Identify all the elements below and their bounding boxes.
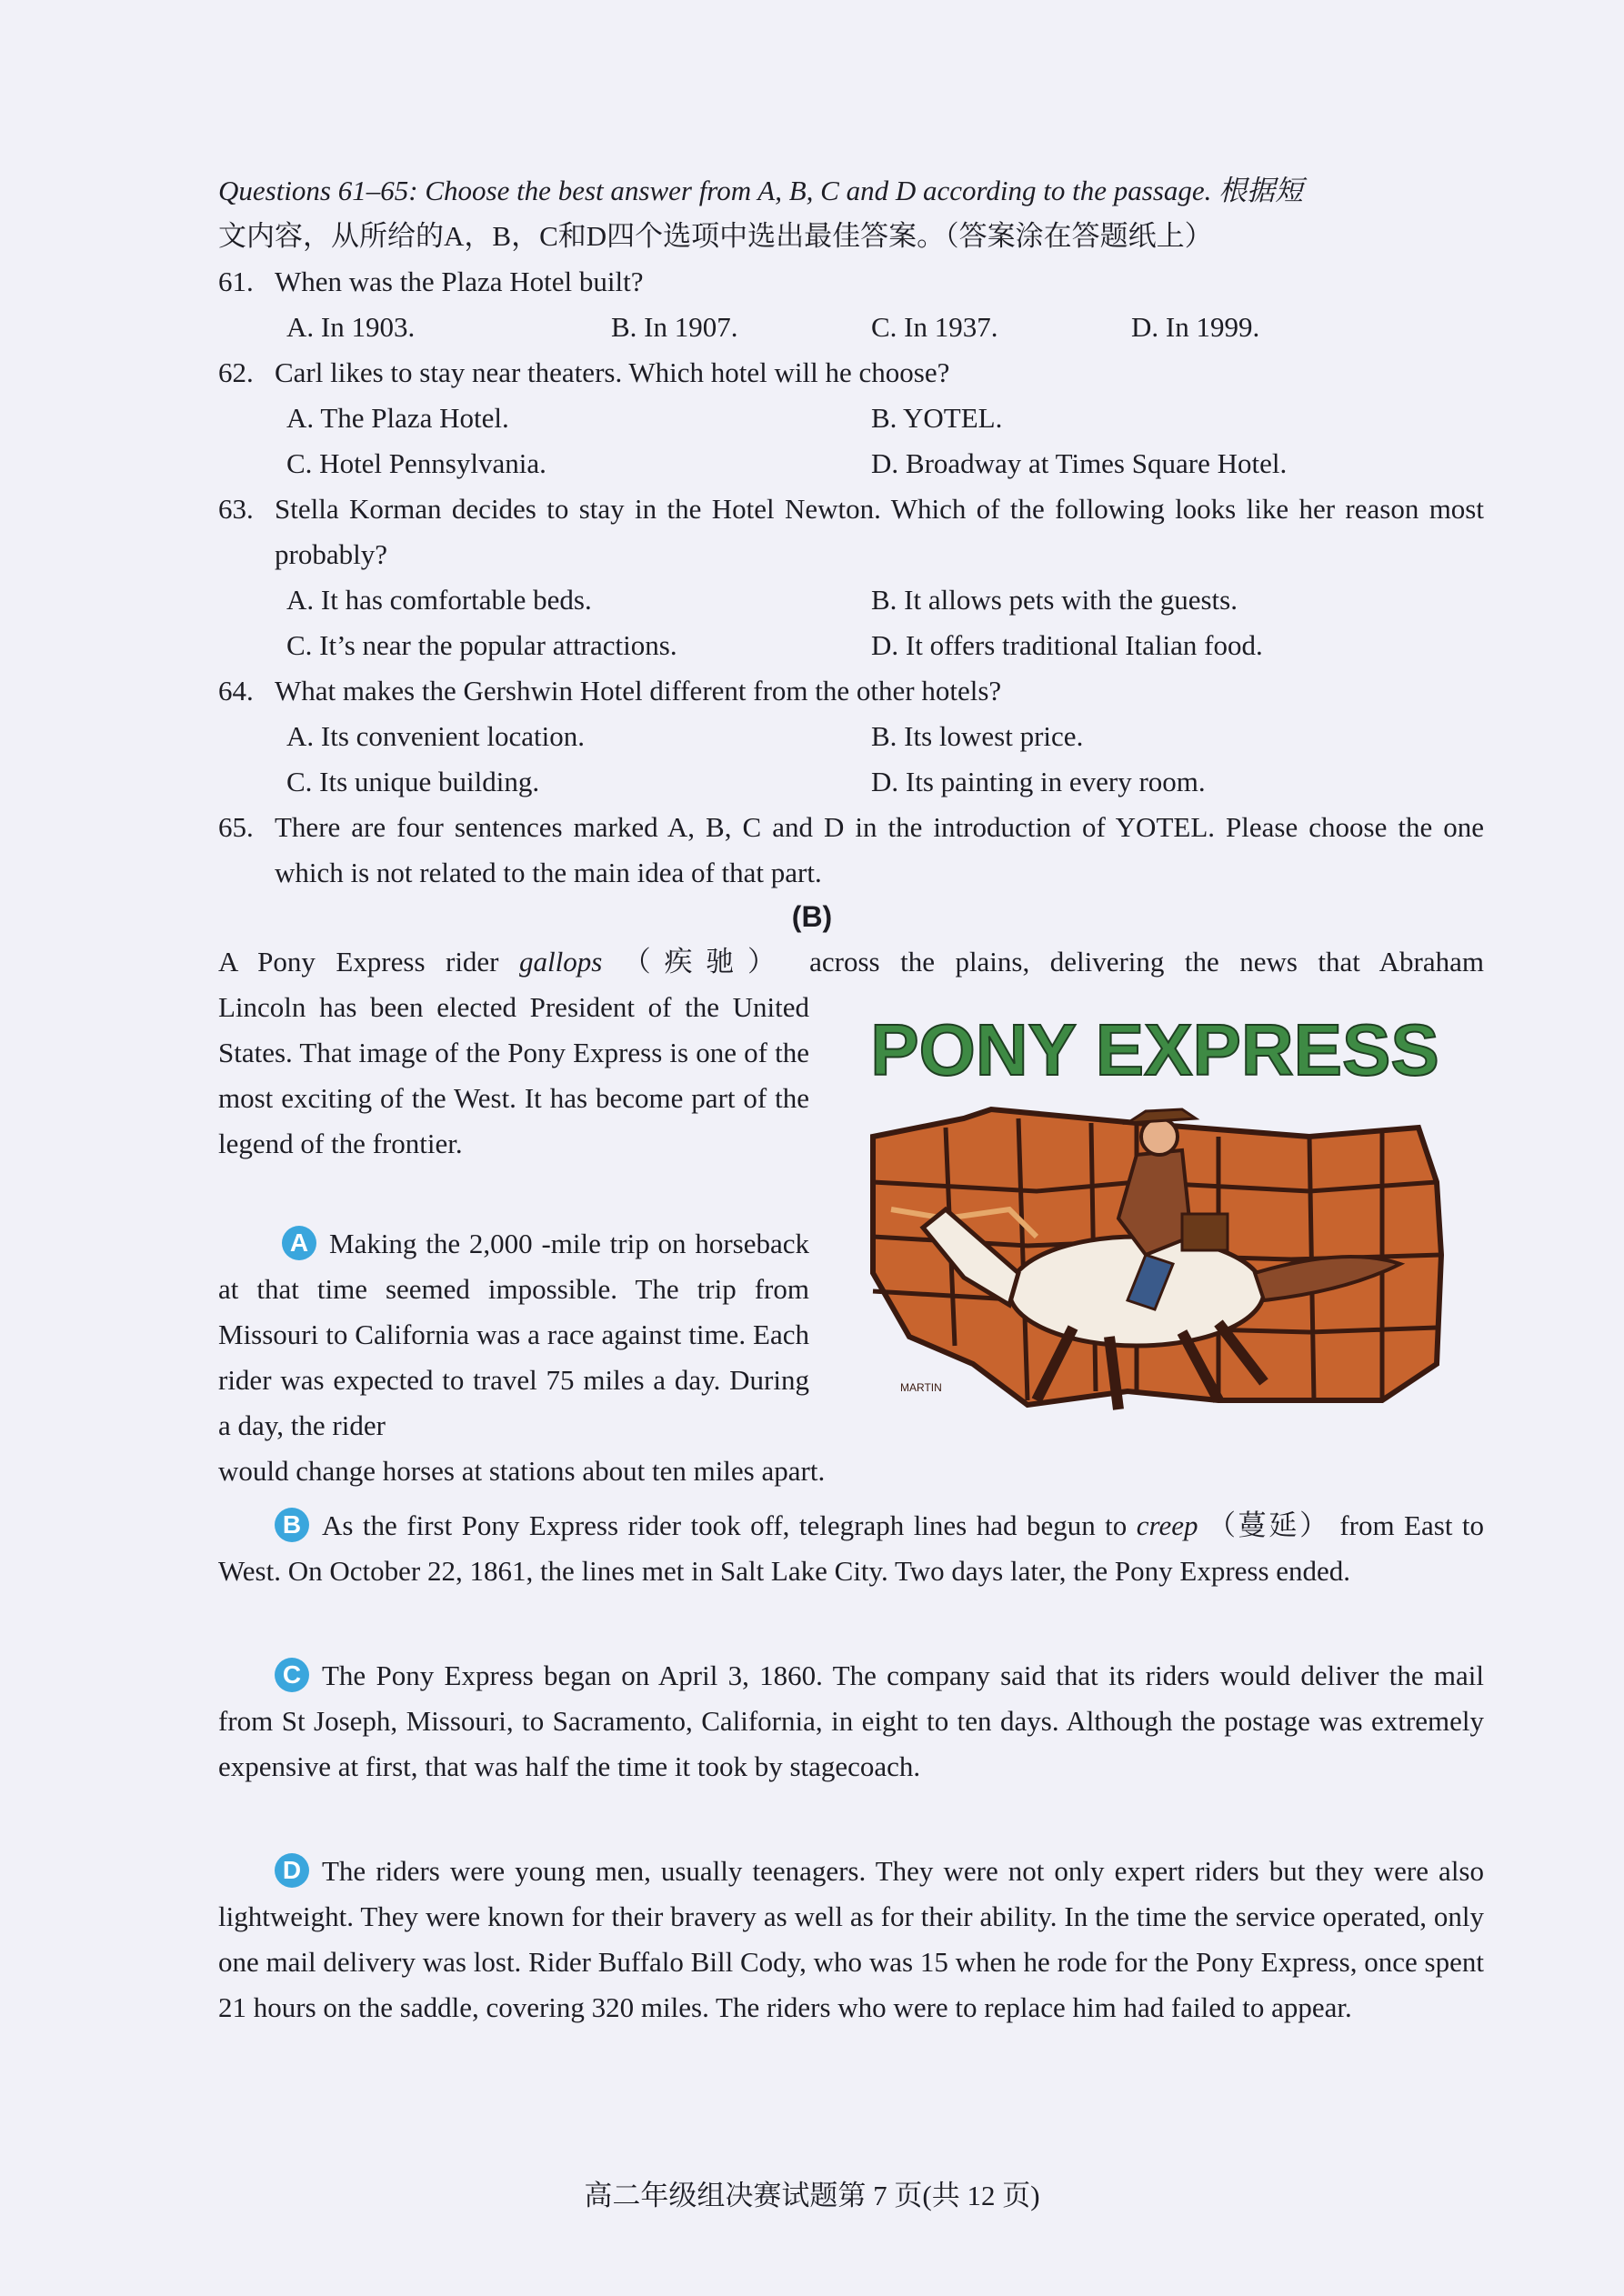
option-61-a[interactable]: A. In 1903. [286,311,416,343]
badge-a: A [282,1226,316,1260]
question-64: 64. What makes the Gershwin Hotel different from the other hotels? [218,675,1002,707]
illustration-title: PONY EXPRESS [870,1009,1439,1090]
question-63: 63. Stella Korman decides to stay in the Hotel Newton. Which of the following looks like her reason most probably? [218,493,1484,570]
option-62-c[interactable]: C. Hotel Pennsylvania. [286,447,546,479]
mail-bag [1182,1214,1228,1250]
gloss-creep: （蔓延） [1207,1509,1330,1541]
badge-c: C [275,1658,309,1692]
option-62-d[interactable]: D. Broadway at Times Square Hotel. [871,447,1288,479]
paragraph-a-text: Making the 2,000 -mile trip on horseback at that time seemed impossible. The trip from Missouri to California was a race against time. Each rider was expected to travel 75 miles a day. During a day, the rider [218,1228,809,1441]
pony-express-illustration [837,1000,1473,1437]
paragraph-a [218,1221,809,1449]
option-63-c[interactable]: C. It’s near the popular attractions. [286,629,677,661]
paragraph-d [218,1849,1484,2030]
artist-signature: MARTIN [900,1381,942,1394]
instructions-line-2: 文内容，从所给的A，B，C和D四个选项中选出最佳答案。（答案涂在答题纸上） [218,220,1213,252]
question-62: 62. Carl likes to stay near theaters. Which hotel will he choose? [218,356,950,388]
paragraph-a-end: would change horses at stations about ten miles apart. [218,1455,826,1487]
word-creep: creep [1136,1509,1198,1541]
option-63-a[interactable]: A. It has comfortable beds. [286,584,592,616]
passage-intro-rest: Lincoln has been elected President of the United States. That image of the Pony Express is one of the most exciting of the West. It has become part of the legend of the frontier. [218,991,809,1159]
option-61-d[interactable]: D. In 1999. [1131,311,1260,343]
paragraph-c-text: The Pony Express began on April 3, 1860. The company said that its riders would deliver the mail from St Joseph, Missouri, to Sacramento, California, in eight to ten days. Although the postage was extremely expensive at first, that was half the time it took by stagecoach. [218,1659,1484,1782]
question-65-stem: There are four sentences marked A, B, C and D in the introduction of YOTEL. Please choose the one which is not related to the main idea of that part. [275,811,1484,888]
rider-hat [1128,1109,1196,1123]
question-65: 65. There are four sentences marked A, B, C and D in the introduction of YOTEL. Please choose the one which is not related to the main idea of that part. [218,811,1484,888]
option-62-b[interactable]: B. YOTEL. [871,402,1003,434]
instructions-line-1: Questions 61–65: Choose the best answer from A, B, C and D according to the passage. 根据短 [218,175,1304,206]
paragraph-d-text: The riders were young men, usually teenagers. They were not only expert riders but they were also lightweight. They were known for their bravery as well as for their ability. In the time the service operated, only one mail delivery was lost. Rider Buffalo Bill Cody, who was 15 when he rode for the Pony Express, once spent 21 hours on the saddle, covering 320 miles. The riders who were to replace him had failed to appear. [218,1855,1484,2023]
option-64-c[interactable]: C. Its unique building. [286,766,540,797]
option-64-b[interactable]: B. Its lowest price. [871,720,1084,752]
gloss-gallops: （疾驰） [622,946,789,978]
question-64-stem: What makes the Gershwin Hotel different from the other hotels? [275,675,1002,707]
passage-intro-first-line: A Pony Express rider gallops （疾驰） across the plains, delivering the news that Abraham [218,946,1484,978]
badge-b: B [275,1508,309,1542]
option-61-c[interactable]: C. In 1937. [871,311,998,343]
page-footer: 高二年级组决赛试题第 7 页(共 12 页) [584,2180,1040,2211]
question-63-stem: Stella Korman decides to stay in the Hotel Newton. Which of the following looks like her reason most probably? [275,493,1484,570]
passage-intro [218,985,809,1167]
rider-head [1141,1118,1178,1155]
question-61-stem: When was the Plaza Hotel built? [275,266,644,297]
question-62-stem: Carl likes to stay near theaters. Which hotel will he choose? [275,356,950,388]
option-64-d[interactable]: D. Its painting in every room. [871,766,1206,797]
option-63-d[interactable]: D. It offers traditional Italian food. [871,629,1263,661]
badge-d: D [275,1853,309,1888]
word-gallops: gallops [518,946,603,978]
option-61-b[interactable]: B. In 1907. [611,311,738,343]
paragraph-b: B As the first Pony Express rider took off, telegraph lines had begun to creep （蔓延） from East to West. On October 22, 1861, the lines met in Salt Lake City. Two days later, the Pony Express ended. [218,1509,1485,1587]
option-63-b[interactable]: B. It allows pets with the guests. [871,584,1238,616]
option-64-a[interactable]: A. Its convenient location. [286,720,585,752]
section-b-heading: (B) [791,900,833,933]
question-61: 61. When was the Plaza Hotel built? [218,266,644,297]
paragraph-c [218,1653,1484,1790]
option-62-a[interactable]: A. The Plaza Hotel. [286,402,509,434]
